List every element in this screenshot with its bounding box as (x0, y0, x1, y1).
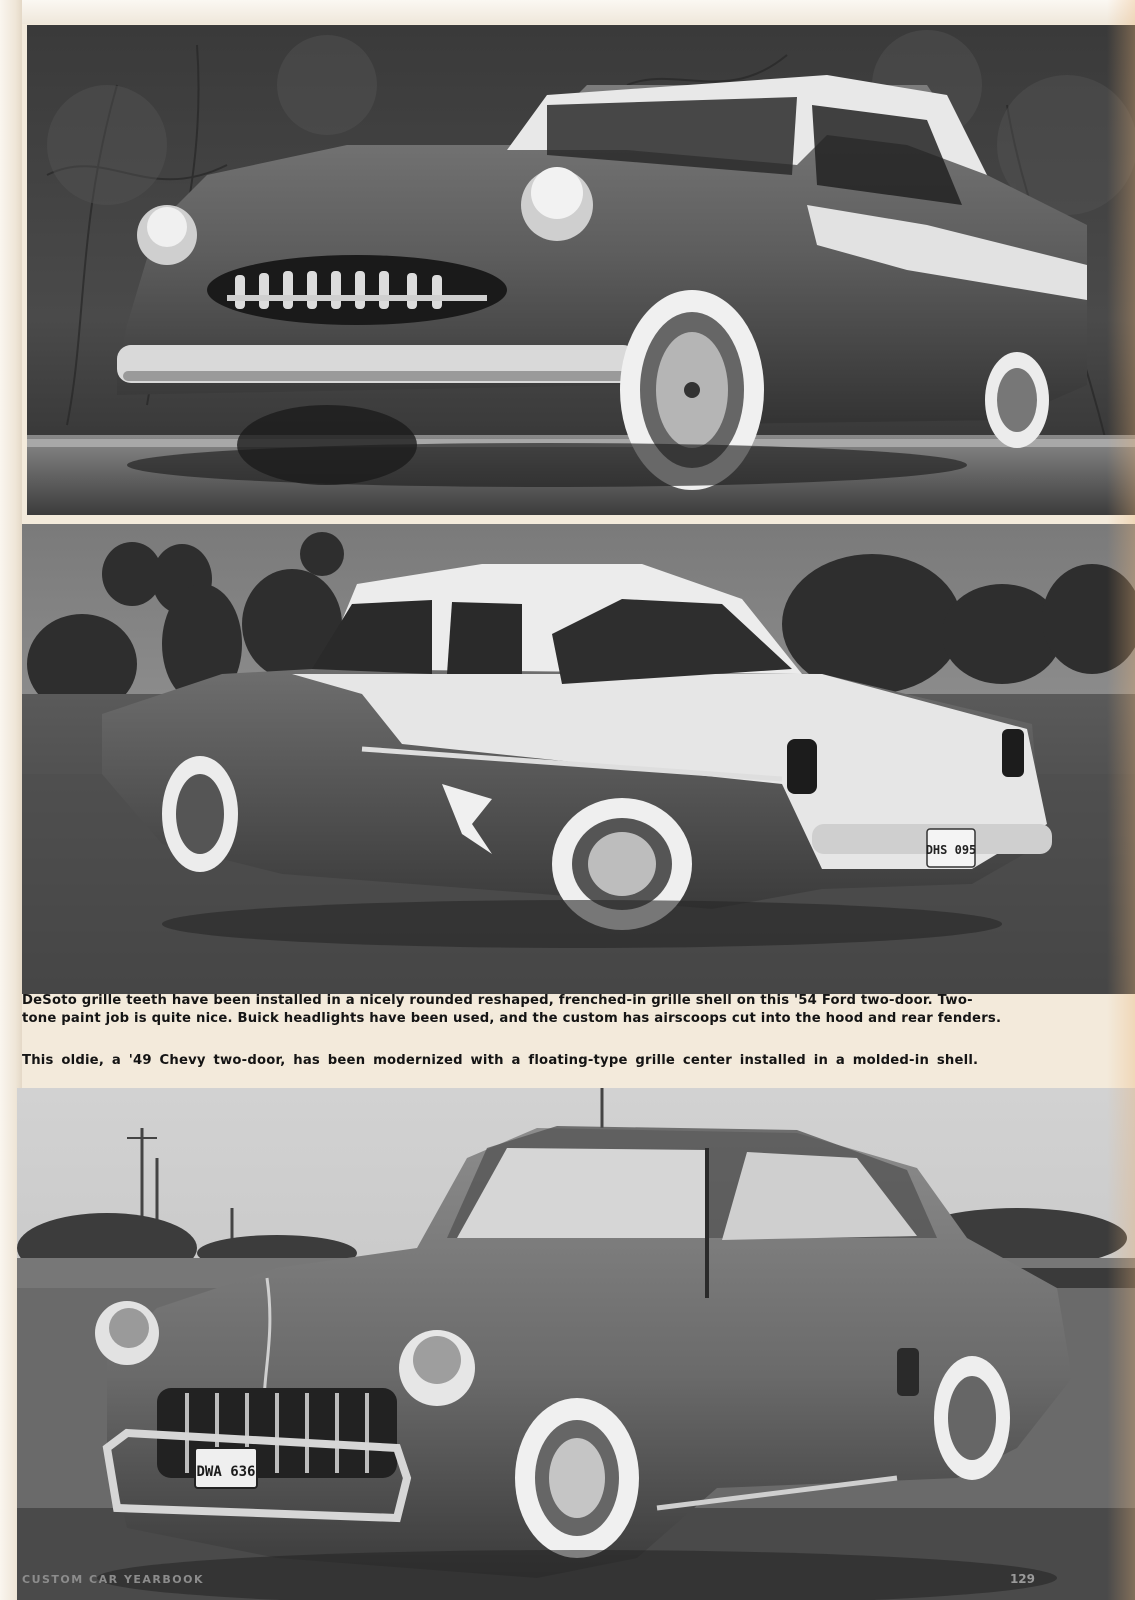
caption-54-ford (22, 992, 1122, 1028)
page-top-edge (0, 0, 1135, 24)
photo-54-ford-two-door (27, 25, 1135, 515)
photo-54-ford-graphic (27, 25, 1135, 515)
caption-54-ford-line-1: DeSoto grille teeth have been installed in a nicely rounded reshaped, frenched-in grille shell on this '54 Ford two-door. Two- (22, 993, 973, 1008)
caption-49-chevy: This oldie, a '49 Chevy two-door, has been modernized with a floating-type grille center installed in a molded-in shell. (22, 1053, 979, 1068)
caption-54-ford-line-2: tone paint job is quite nice. Buick headlights have been used, and the custom has airscoops cut into the hood and rear fenders. (22, 1011, 1002, 1026)
photo-49-chevy-graphic (17, 1088, 1135, 1600)
photo-two-tone-rear-view (22, 524, 1135, 994)
bottom-license-plate: DWA 636 (196, 1464, 256, 1480)
photo-49-chevy-two-door (17, 1088, 1135, 1600)
middle-license-plate: DHS 095 (925, 843, 977, 857)
photo-two-tone-graphic (22, 524, 1135, 994)
page-right-tint (1107, 0, 1135, 1600)
page-number: 129 (1009, 1572, 1035, 1586)
publication-title: CUSTOM CAR YEARBOOK (22, 1573, 205, 1586)
